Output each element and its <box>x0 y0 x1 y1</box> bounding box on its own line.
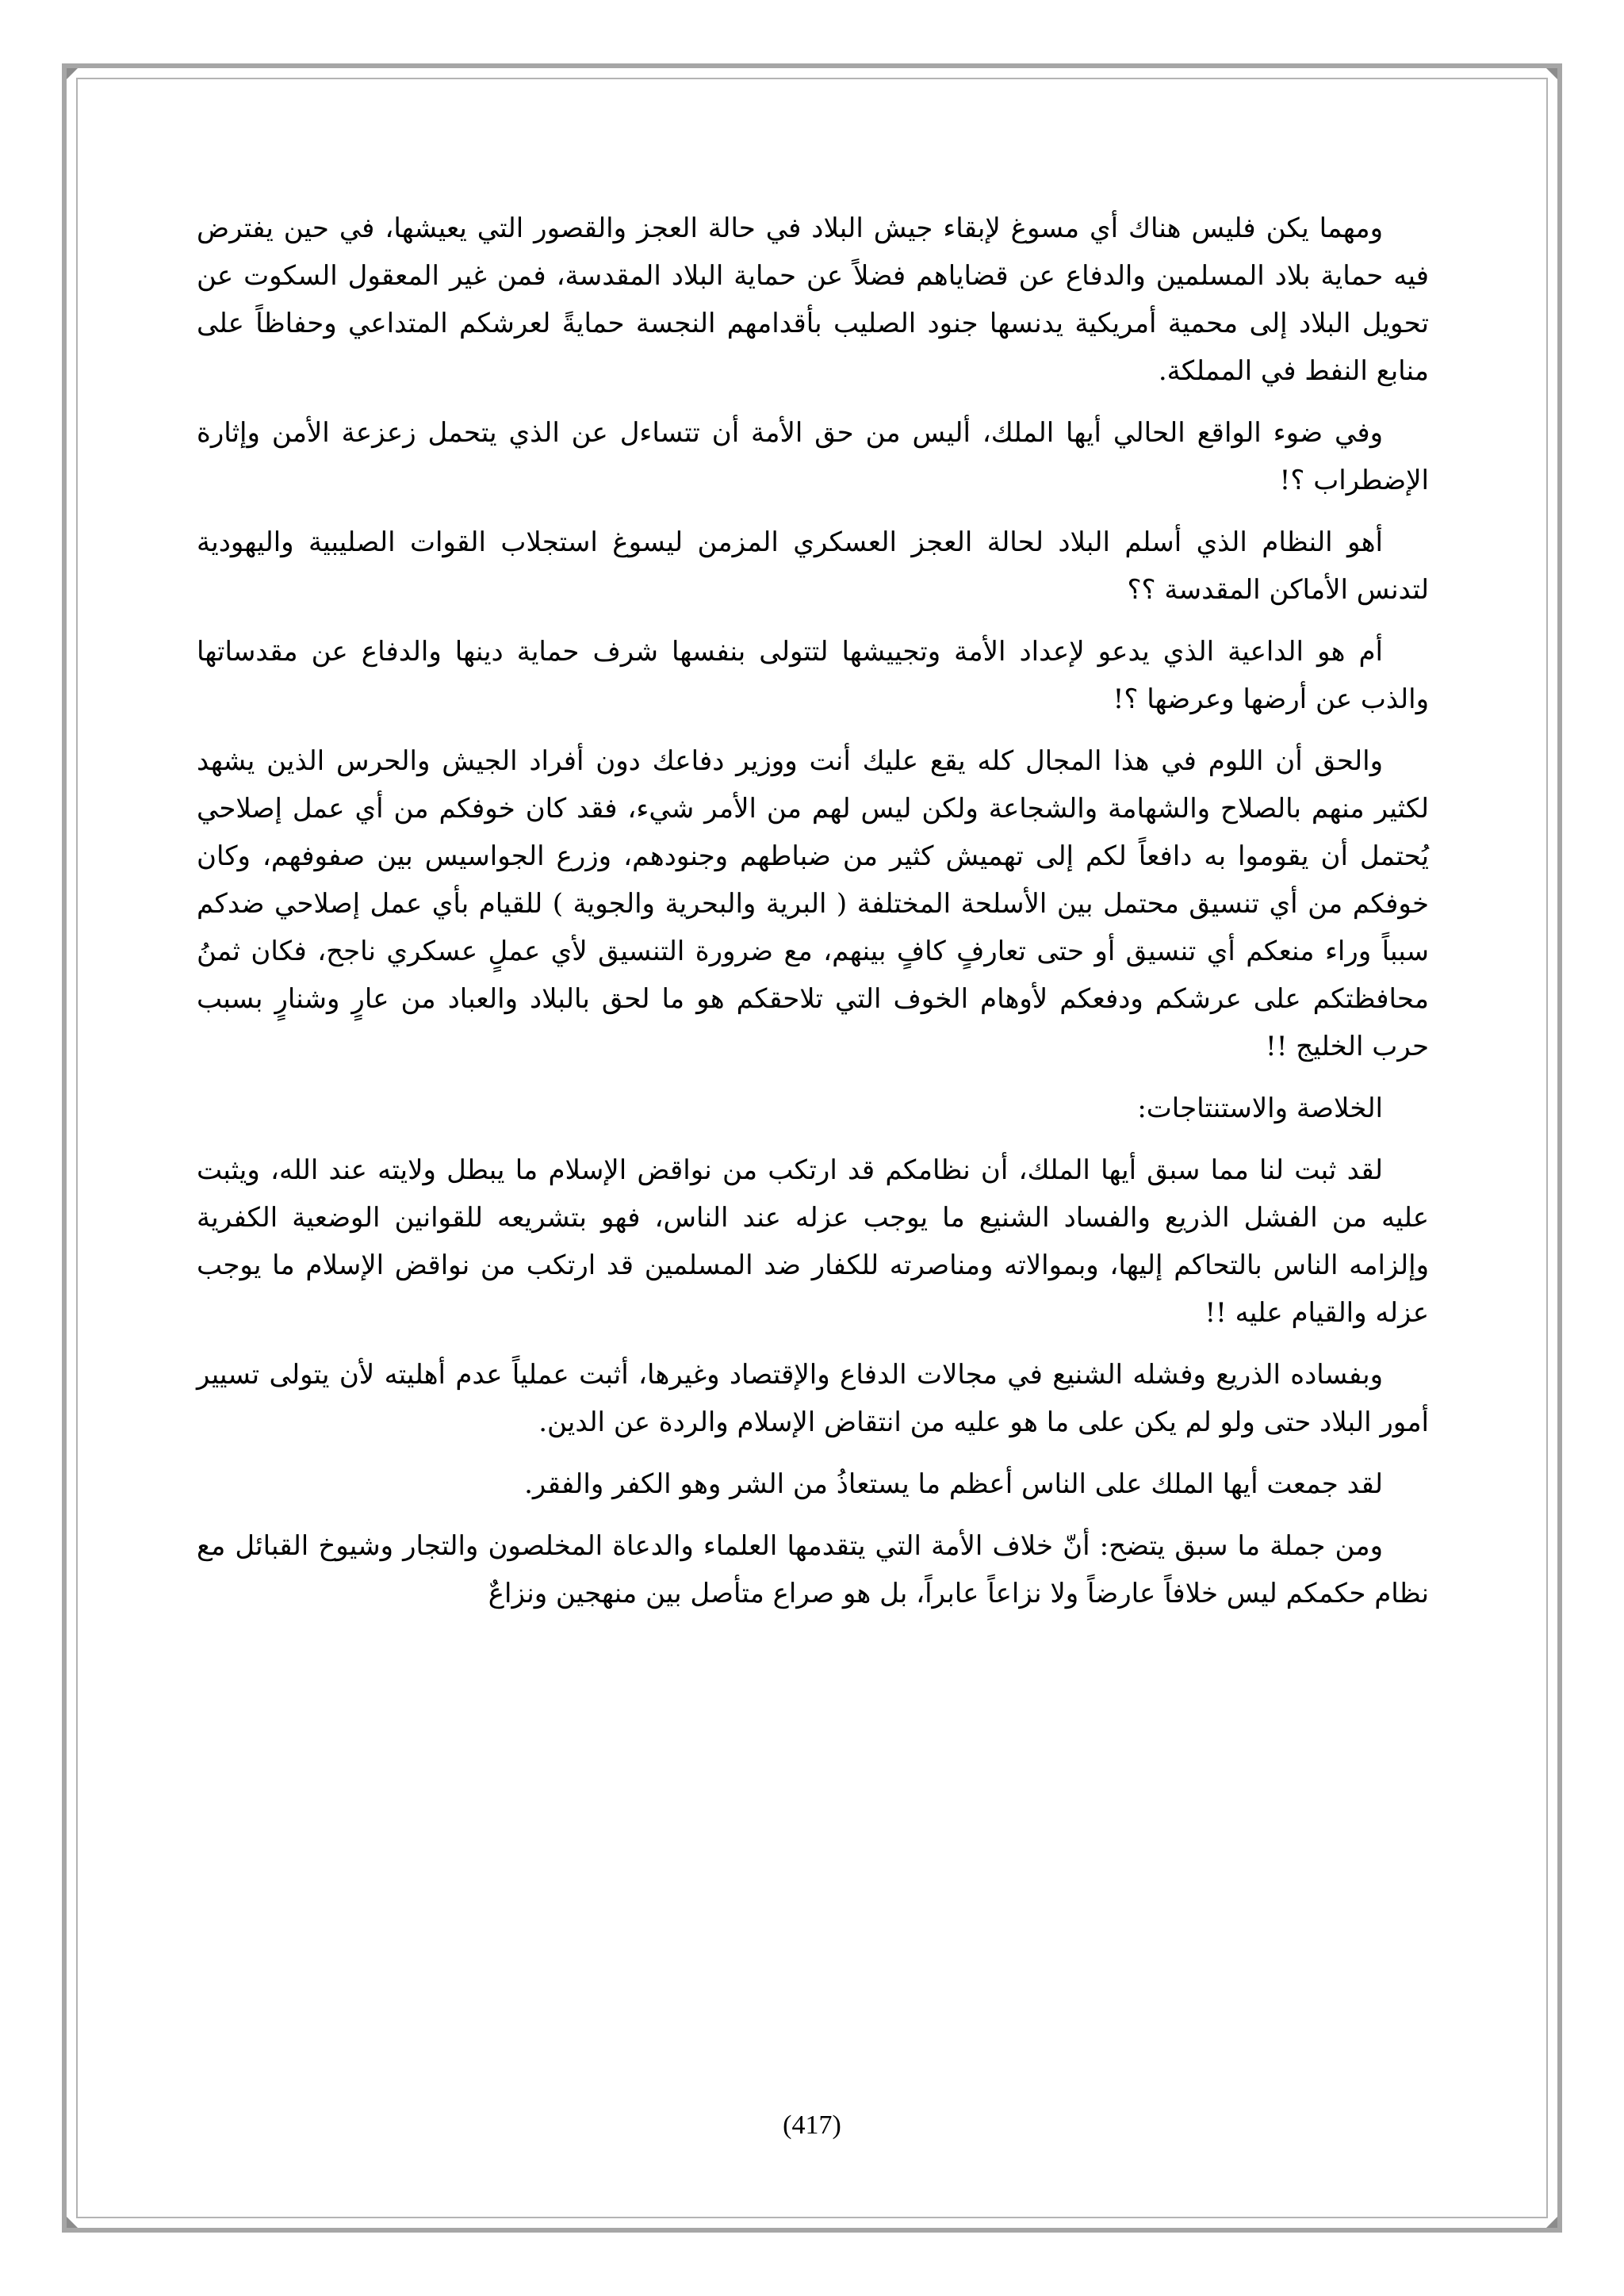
paragraph: وفي ضوء الواقع الحالي أيها الملك، أليس من حق الأمة أن تتساءل عن الذي يتحمل زعزعة الأمن وإثارة الإضطراب ؟! <box>197 417 1429 496</box>
page-body <box>197 205 1429 1632</box>
section-heading: الخلاصة والاستنتاجات: <box>1137 1093 1383 1124</box>
corner-ornament-bottom-right <box>1546 2217 1557 2228</box>
paragraph: أهو النظام الذي أسلم البلاد لحالة العجز العسكري المزمن ليسوغ استجلاب القوات الصليبية واليهودية لتدنس الأماكن المقدسة ؟؟ <box>197 526 1429 606</box>
paragraph: وبفساده الذريع وفشله الشنيع في مجالات الدفاع والإقتصاد وغيرها، أثبت عملياً عدم أهليته لأن يتولى تسيير أمور البلاد حتى ولو لم يكن على ما هو عليه من انتقاض الإسلام والردة عن الدين. <box>197 1359 1429 1438</box>
corner-ornament-top-left <box>67 68 78 79</box>
paragraph: ومن جملة ما سبق يتضح: أنّ خلاف الأمة التي يتقدمها العلماء والدعاة المخلصون والتجار وشيوخ القبائل مع نظام حكمكم ليس خلافاً عارضاً ولا نزاعاً عابراً، بل هو صراع متأصل بين منهجين ونزاعٌ <box>197 1530 1429 1609</box>
paragraph: لقد جمعت أيها الملك على الناس أعظم ما يستعاذُ من الشر وهو الكفر والفقر. <box>524 1468 1383 1500</box>
paragraph: ومهما يكن فليس هناك أي مسوغ لإبقاء جيش البلاد في حالة العجز والقصور التي يعيشها، في حين يفترض فيه حماية بلاد المسلمين والدفاع عن قضاياهم فضلاً عن حماية البلاد المقدسة، فمن غير المعقول السكوت عن تحويل البلاد إلى محمية أمريكية يدنسها جنود الصليب بأقدامهم النجسة حمايةً لعرشكم المتداعي وحفاظاً على منابع النفط في المملكة. <box>197 212 1429 387</box>
paragraph: أم هو الداعية الذي يدعو لإعداد الأمة وتجييشها لتتولى بنفسها شرف حماية دينها والدفاع عن مقدساتها والذب عن أرضها وعرضها ؟! <box>197 636 1429 715</box>
page-number: (417) <box>783 2110 841 2140</box>
paragraph: لقد ثبت لنا مما سبق أيها الملك، أن نظامكم قد ارتكب من نواقض الإسلام ما يبطل ولايته عند الله، ويثبت عليه من الفشل الذريع والفساد الشنيع ما يوجب عزله عند الناس، فهو بتشريعه للقوانين الوضعية الكفرية وإلزامه الناس بالتحاكم إليها، وبموالاته ومناصرته للكفار ضد المسلمين قد ارتكب من نواقض الإسلام ما يوجب عزله والقيام عليه !! <box>197 1154 1429 1329</box>
corner-ornament-top-right <box>1546 68 1557 79</box>
corner-ornament-bottom-left <box>67 2217 78 2228</box>
paragraph: والحق أن اللوم في هذا المجال كله يقع عليك أنت ووزير دفاعك دون أفراد الجيش والحرس الذين يشهد لكثير منهم بالصلاح والشهامة والشجاعة ولكن ليس لهم من الأمر شيء، فقد كان خوفكم من أي عمل إصلاحي يُحتمل أن يقوموا به دافعاً لكم إلى تهميش كثير من ضباطهم وجنودهم، وزرع الجواسيس بين صفوفهم، وكان خوفكم من أي تنسيق محتمل بين الأسلحة المختلفة ( البرية والبحرية والجوية ) للقيام بأي عمل إصلاحي ضدكم سبباً وراء منعكم أي تنسيق أو حتى تعارفٍ كافٍ بينهم، مع ضرورة التنسيق لأي عملٍ عسكري ناجح، فكان ثمنُ محافظتكم على عرشكم ودفعكم لأوهام الخوف التي تلاحقكم هو ما لحق بالبلاد والعباد من عارٍ وشنارٍ بسبب حرب الخليج !! <box>197 745 1429 1062</box>
